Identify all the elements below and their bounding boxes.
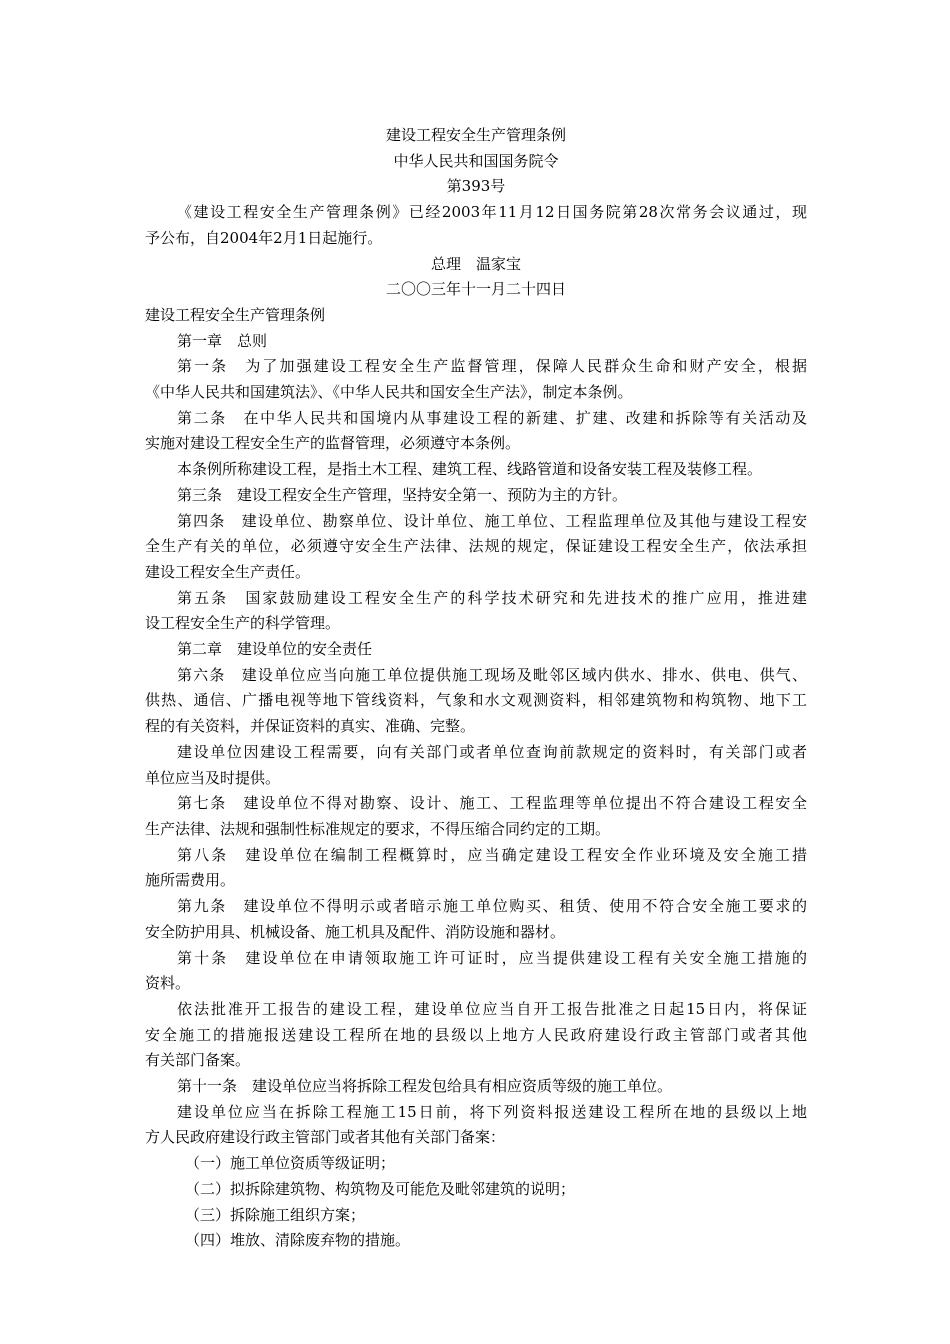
text-line: 依法批准开工报告的建设工程，建设单位应当自开工报告批准之日起15日内，将保证	[177, 999, 807, 1018]
list-item: （四）堆放、清除废弃物的措施。	[185, 1231, 411, 1250]
text-line: 供热、通信、广播电视等地下管线资料，气象和水文观测资料，相邻建筑物和构筑物、地下工	[145, 691, 807, 710]
text-line: 全生产有关的单位，必须遵守安全生产法律、法规的规定，保证建设工程安全生产，依法承担	[145, 537, 807, 556]
text-line: 单位应当及时提供。	[145, 768, 281, 787]
text-line: 《建设工程安全生产管理条例》已经2003年11月12日国务院第28次常务会议通过，现	[177, 203, 807, 222]
promulgation-paragraph	[145, 200, 807, 251]
list-item: （二）拟拆除建筑物、构筑物及可能危及毗邻建筑的说明；	[185, 1179, 576, 1198]
article-11: 第十一条 建设单位应当将拆除工程发包给具有相应资质等级的施工单位。	[177, 1077, 673, 1096]
text-line: 第十条 建设单位在申请领取施工许可证时，应当提供建设工程有关安全施工措施的	[177, 948, 807, 967]
article-3: 第三条 建设工程安全生产管理，坚持安全第一、预防为主的方针。	[177, 485, 628, 504]
text-line: 建设单位因建设工程需要，向有关部门或者单位查询前款规定的资料时，有关部门或者	[177, 742, 807, 761]
text-line: 《中华人民共和国建筑法》、《中华人民共和国安全生产法》，制定本条例。	[145, 383, 633, 402]
article-6	[145, 663, 807, 740]
text-line: 第六条 建设单位应当向施工单位提供施工现场及毗邻区域内供水、排水、供电、供气、	[177, 665, 807, 684]
article-2-paragraph-2: 本条例所称建设工程，是指土木工程、建筑工程、线路管道和设备安装工程及装修工程。	[177, 460, 763, 479]
signer: 总理 温家宝	[430, 254, 521, 273]
text-line: 程的有关资料，并保证资料的真实、准确、完整。	[145, 717, 476, 736]
list-item: （三）拆除施工组织方案；	[185, 1205, 366, 1224]
article-6-paragraph-2	[145, 740, 807, 791]
article-10-paragraph-2	[145, 997, 807, 1074]
article-7	[145, 791, 807, 842]
text-line: 第八条 建设单位在编制工程概算时，应当确定建设工程安全作业环境及安全施工措	[177, 845, 807, 864]
text-line: 第四条 建设单位、勘察单位、设计单位、施工单位、工程监理单位及其他与建设工程安	[177, 511, 807, 530]
demolition-materials-list	[145, 1151, 807, 1254]
text-line: 第七条 建设单位不得对勘察、设计、施工、工程监理等单位提出不符合建设工程安全	[177, 794, 807, 813]
text-line: 有关部门备案。	[145, 1051, 251, 1070]
text-line: 第九条 建设单位不得明示或者暗示施工单位购买、租赁、使用不符合安全施工要求的	[177, 897, 807, 916]
article-4	[145, 509, 807, 586]
article-9	[145, 894, 807, 945]
text-line: 第二条 在中华人民共和国境内从事建设工程的新建、扩建、改建和拆除等有关活动及	[177, 408, 807, 427]
text-line: 予公布，自2004年2月1日起施行。	[145, 228, 383, 247]
list-item: （一）施工单位资质等级证明；	[185, 1154, 396, 1173]
text-line: 设工程安全生产的科学管理。	[145, 614, 341, 633]
order-number: 第393号	[446, 177, 506, 196]
text-line: 建设工程安全生产责任。	[145, 562, 311, 581]
article-1	[145, 354, 807, 405]
text-line: 建设单位应当在拆除工程施工15日前，将下列资料报送建设工程所在地的县级以上地	[177, 1102, 807, 1121]
text-line: 方人民政府建设行政主管部门或者其他有关部门备案：	[145, 1128, 506, 1147]
text-line: 实施对建设工程安全生产的监督管理，必须遵守本条例。	[145, 434, 521, 453]
chapter-heading: 第二章 建设单位的安全责任	[177, 640, 373, 659]
text-line: 安全防护用具、机械设备、施工机具及配件、消防设施和器材。	[145, 922, 566, 941]
article-5	[145, 586, 807, 637]
text-line: 施所需费用。	[145, 871, 236, 890]
text-line: 第五条 国家鼓励建设工程安全生产的科学技术研究和先进技术的推广应用，推进建	[177, 588, 807, 607]
text-line: 资料。	[145, 974, 191, 993]
regulation-title: 建设工程安全生产管理条例	[145, 305, 326, 324]
text-line: 安全施工的措施报送建设工程所在地的县级以上地方人民政府建设行政主管部门或者其他	[145, 1025, 807, 1044]
article-11-paragraph-2	[145, 1100, 807, 1151]
article-2	[145, 406, 807, 457]
promulgation-date: 二〇〇三年十一月二十四日	[385, 280, 566, 299]
article-10	[145, 946, 807, 997]
text-line: 第一条 为了加强建设工程安全生产监督管理，保障人民群众生命和财产安全，根据	[177, 357, 807, 376]
issuer-line: 中华人民共和国国务院令	[393, 151, 559, 170]
document-title: 建设工程安全生产管理条例	[385, 126, 566, 144]
chapter-heading: 第一章 总则	[177, 331, 268, 350]
text-line: 生产法律、法规和强制性标准规定的要求，不得压缩合同约定的工期。	[145, 819, 611, 838]
article-8	[145, 843, 807, 894]
